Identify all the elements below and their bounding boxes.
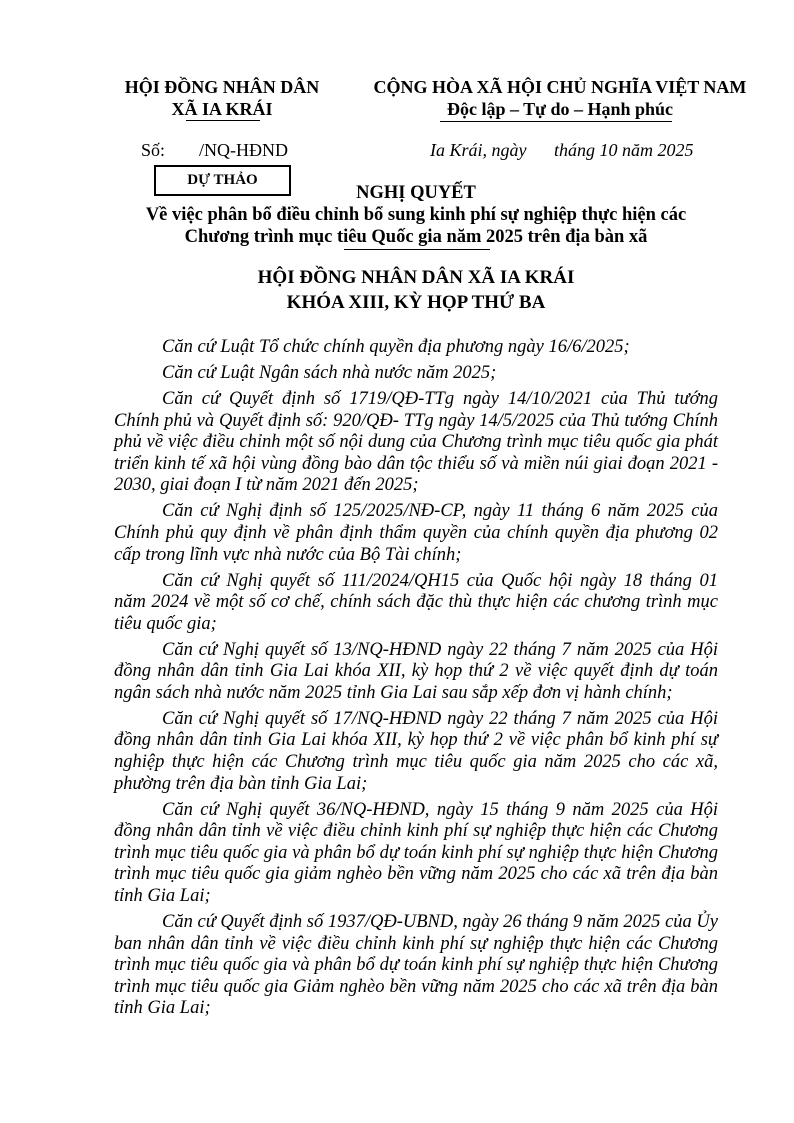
legal-basis-paragraph: Căn cứ Quyết định số 1937/QĐ-UBND, ngày 26 tháng 9 năm 2025 của Ủy ban nhân dân tỉnh về việc điều chỉnh kinh phí sự nghiệp thực hiện các Chương trình mục tiêu quốc gia và phân bổ dự toán kinh phí sự nghiệp thực hiện Chương trình mục tiêu quốc gia Giảm nghèo bền vững năm 2025 cho các xã trên địa bàn tỉnh Gia Lai; [114,911,718,1019]
legal-basis-paragraph: Căn cứ Nghị quyết số 13/NQ-HĐND ngày 22 tháng 7 năm 2025 của Hội đồng nhân dân tỉnh Gia Lai khóa XII, kỳ họp thứ 2 về việc quyết định dự toán ngân sách nhà nước năm 2025 tỉnh Gia Lai sau sắp xếp đơn vị hành chính; [114,639,718,703]
motto-underline [440,121,672,122]
legal-basis-paragraph: Căn cứ Nghị quyết 36/NQ-HĐND, ngày 15 tháng 9 năm 2025 của Hội đồng nhân dân tỉnh về việc điều chỉnh kinh phí sự nghiệp thực hiện các Chương trình mục tiêu quốc gia và phân bổ dự toán kinh phí sự nghiệp thực hiện Chương trình mục tiêu quốc gia giảm nghèo bền vững năm 2025 cho các xã trên địa bàn tỉnh Gia Lai; [114,799,718,906]
national-motto: Độc lập – Tự do – Hạnh phúc [446,99,674,119]
document-subject-line2: Chương trình mục tiêu Quốc gia năm 2025 trên địa bàn xã [184,227,648,247]
place-date: Ia Krái, ngày [430,140,527,160]
national-title: CỘNG HÒA XÃ HỘI CHỦ NGHĨA VIỆT NAM [373,77,747,97]
council-session: KHÓA XIII, KỲ HỌP THỨ BA [286,292,546,313]
issuer-underline [186,120,260,121]
doc-number-label: Số: [141,140,166,160]
legal-basis-paragraph: Căn cứ Nghị quyết số 17/NQ-HĐND ngày 22 tháng 7 năm 2025 của Hội đồng nhân dân tỉnh Gia Lai khóa XII, kỳ họp thứ 2 về việc phân bổ kinh phí sự nghiệp thực hiện các Chương trình mục tiêu quốc gia năm 2025 cho các xã, phường trên địa bàn tỉnh Gia Lai; [114,708,718,794]
document-type-title: NGHỊ QUYẾT [356,183,476,203]
council-name: HỘI ĐỒNG NHÂN DÂN XÃ IA KRÁI [257,267,575,288]
legal-basis-paragraph: Căn cứ Luật Tổ chức chính quyền địa phương ngày 16/6/2025; [162,337,630,357]
issuer-commune: XÃ IA KRÁI [171,99,273,119]
legal-basis-paragraph: Căn cứ Nghị quyết số 111/2024/QH15 của Quốc hội ngày 18 tháng 01 năm 2024 về một số cơ chế, chính sách đặc thù thực hiện các chương trình mục tiêu quốc gia; [114,570,718,634]
legal-basis-paragraph: Căn cứ Nghị định số 125/2025/NĐ-CP, ngày 11 tháng 6 năm 2025 của Chính phủ quy định về phân định thẩm quyền của chính quyền địa phương 02 cấp trong lĩnh vực nhà nước của Bộ Tài chính; [114,501,718,565]
draft-stamp: DỰ THẢO [154,165,291,196]
legal-basis-section [114,337,718,1024]
legal-basis-paragraph: Căn cứ Quyết định số 1719/QĐ-TTg ngày 14/10/2021 của Thủ tướng Chính phủ và Quyết định số: 920/QĐ- TTg ngày 14/5/2025 của Thủ tướng Chính phủ về việc điều chỉnh một số nội dung của Chương trình mục tiêu quốc gia phát triển kinh tế xã hội vùng đồng bào dân tộc thiểu số và miền núi giai đoạn 2021 - 2030, giai đoạn I từ năm 2021 đến 2025; [114,388,718,496]
date-month-year: tháng 10 năm 2025 [554,140,694,160]
legal-basis-paragraph: Căn cứ Luật Ngân sách nhà nước năm 2025; [162,362,497,383]
issuer-name: HỘI ĐỒNG NHÂN DÂN [124,77,320,97]
document-subject-line1: Về việc phân bổ điều chỉnh bổ sung kinh phí sự nghiệp thực hiện các [145,205,687,225]
doc-number-code: /NQ-HĐND [199,140,288,160]
subject-underline [344,249,490,250]
